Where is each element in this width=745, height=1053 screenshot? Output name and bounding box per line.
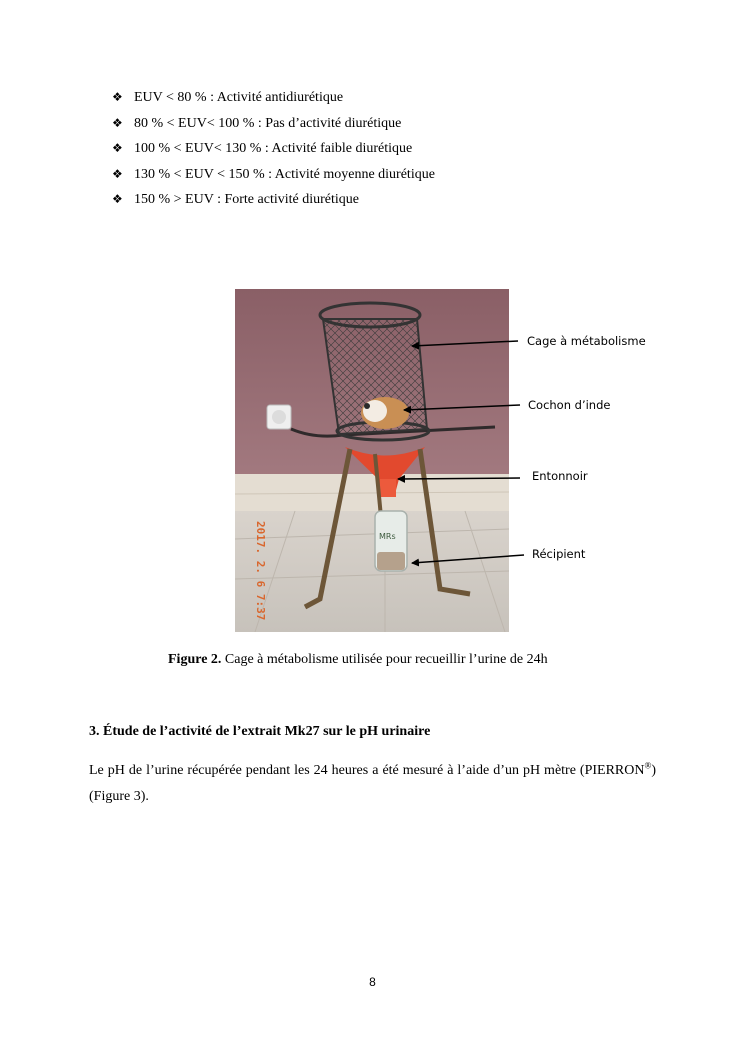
paragraph-text-end: ) (Figure 3). bbox=[89, 763, 656, 804]
diamond-bullet-icon: ❖ bbox=[112, 115, 123, 130]
paragraph-text: Le pH de l’urine récupérée pendant les 24 heures a été mesuré à l’aide d’un pH mètre (PIERRON bbox=[89, 763, 645, 778]
diamond-bullet-icon: ❖ bbox=[112, 90, 123, 104]
criteria-text: 100 % < EUV< 130 % : Activité faible diurétique bbox=[134, 141, 413, 157]
diamond-bullet-icon: ❖ bbox=[112, 166, 123, 181]
criteria-text: EUV < 80 % : Activité antidiurétique bbox=[134, 90, 344, 105]
criteria-text: 80 % < EUV< 100 % : Pas d’activité diurétique bbox=[134, 115, 402, 131]
registered-mark: ® bbox=[644, 760, 652, 771]
label-guinea-pig: Cochon d’inde bbox=[528, 398, 611, 412]
label-funnel: Entonnoir bbox=[532, 469, 588, 483]
caption-label: Figure 2. bbox=[168, 652, 222, 667]
page-number: 8 bbox=[369, 975, 376, 989]
section-paragraph bbox=[89, 758, 656, 810]
diamond-bullet-icon: ❖ bbox=[112, 141, 123, 156]
section-heading: 3. Étude de l’activité de l’extrait Mk27 sur le pH urinaire bbox=[89, 724, 431, 739]
guinea-pig-arrow bbox=[404, 405, 520, 410]
figure-caption bbox=[168, 652, 548, 668]
criteria-text: 150 % > EUV : Forte activité diurétique bbox=[134, 192, 359, 208]
diamond-bullet-icon: ❖ bbox=[112, 192, 123, 207]
label-cage: Cage à métabolisme bbox=[527, 334, 646, 348]
funnel-arrow bbox=[398, 478, 520, 479]
photo-timestamp: 2017. 2. 6 7:37 bbox=[254, 521, 267, 621]
criteria-text: 130 % < EUV < 150 % : Activité moyenne diurétique bbox=[134, 166, 435, 182]
jar-label: MRs bbox=[379, 532, 396, 541]
caption-text: Cage à métabolisme utilisée pour recueillir l’urine de 24h bbox=[221, 652, 548, 667]
label-container: Récipient bbox=[532, 547, 586, 561]
cage-arrow bbox=[412, 341, 518, 346]
container-arrow bbox=[412, 555, 524, 563]
